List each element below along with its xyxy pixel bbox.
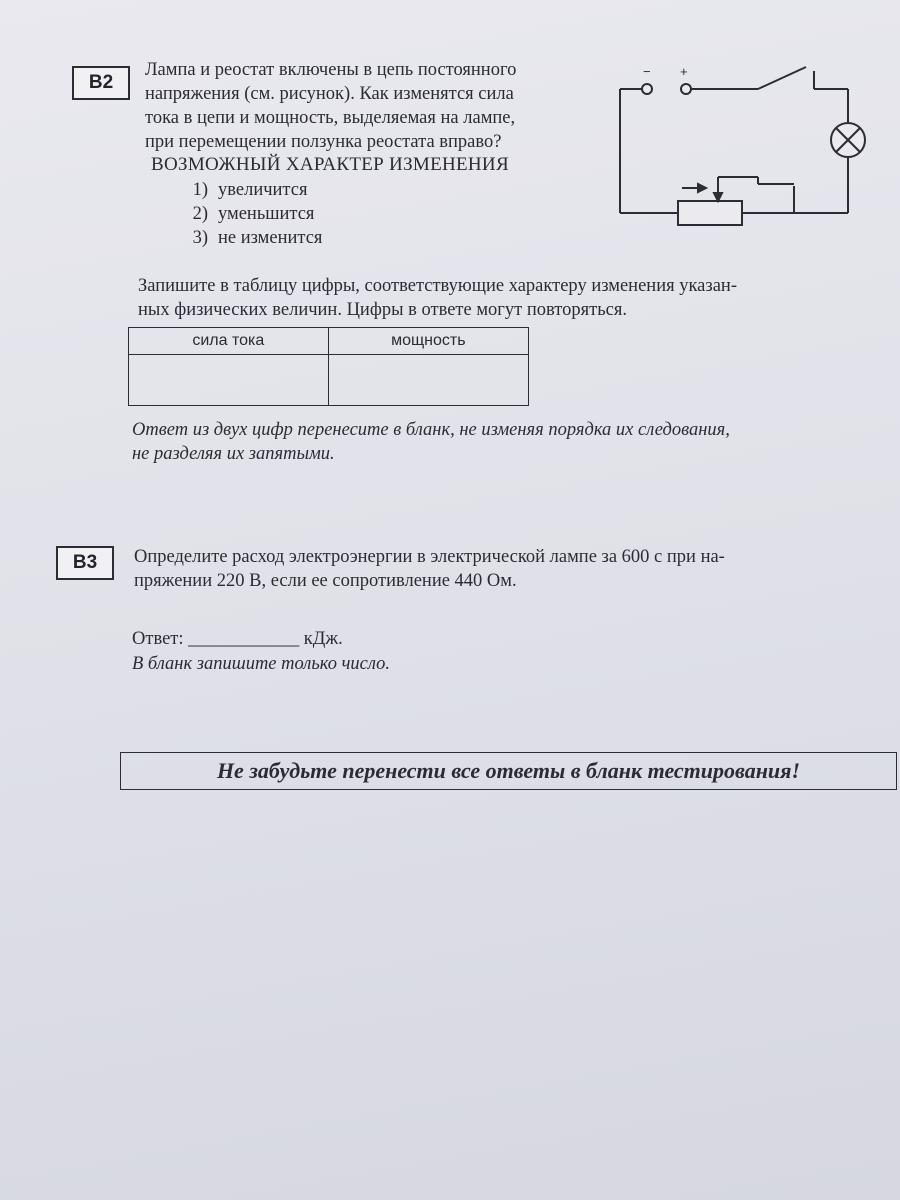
option-number: 2): [192, 204, 208, 224]
b3-question-line: Определите расход электроэнергии в электрической лампе за 600 с при на-: [134, 547, 725, 567]
option-number: 3): [192, 228, 208, 248]
b3-question: [134, 545, 874, 593]
answer-table: [128, 327, 529, 406]
transfer-note-line: Ответ из двух цифр перенесите в бланк, не изменяя порядка их следования,: [132, 420, 730, 440]
b2-instruction: [138, 274, 878, 322]
reminder-text: Не забудьте перенести все ответы в бланк тестирования!: [216, 758, 801, 783]
transfer-note: [132, 418, 892, 466]
table-header-current: сила тока: [129, 328, 329, 355]
option-text: не изменится: [218, 228, 323, 248]
minus-sign: −: [643, 64, 651, 79]
answer-cell-current[interactable]: [129, 355, 329, 406]
option-number: 1): [192, 180, 208, 200]
question-label-b2: B2: [72, 66, 130, 100]
answer-cell-power[interactable]: [328, 355, 528, 406]
rheostat: [678, 201, 742, 225]
terminal-plus: [681, 84, 691, 94]
option-item: [178, 180, 307, 201]
circuit-diagram: [600, 60, 885, 240]
question-label-b3: B3: [56, 546, 114, 580]
b3-answer-note: В бланк запишите только число.: [132, 654, 391, 674]
b3-question-line: пряжении 220 В, если ее сопротивление 440 Ом.: [134, 571, 517, 591]
answer-blank[interactable]: ____________: [188, 629, 300, 649]
instruction-line: ных физических величин. Цифры в ответе могут повторяться.: [138, 300, 627, 320]
answer-unit: кДж.: [299, 629, 343, 649]
table-header-power: мощность: [328, 328, 528, 355]
terminal-minus: [642, 84, 652, 94]
option-text: уменьшится: [218, 204, 315, 224]
reminder-box: [120, 752, 897, 790]
option-text: увеличится: [218, 180, 308, 200]
plus-sign: +: [680, 64, 688, 79]
answer-prefix: Ответ:: [132, 629, 189, 649]
switch: [758, 67, 806, 89]
b2-question-line: напряжения (см. рисунок). Как изменятся сила: [145, 84, 514, 104]
b2-question-line: при перемещении ползунка реостата вправо?: [145, 132, 502, 152]
b3-answer-line: [132, 627, 343, 651]
b2-question-line: Лампа и реостат включены в цепь постоянного: [145, 60, 517, 80]
transfer-note-line: не разделяя их запятыми.: [132, 444, 335, 464]
option-item: [178, 204, 314, 225]
instruction-line: Запишите в таблицу цифры, соответствующие характеру изменения указан-: [138, 276, 737, 296]
options-heading: ВОЗМОЖНЫЙ ХАРАКТЕР ИЗМЕНЕНИЯ: [151, 154, 509, 175]
option-item: [178, 228, 322, 249]
b2-question: [145, 58, 595, 154]
b2-question-line: тока в цепи и мощность, выделяемая на лампе,: [145, 108, 516, 128]
